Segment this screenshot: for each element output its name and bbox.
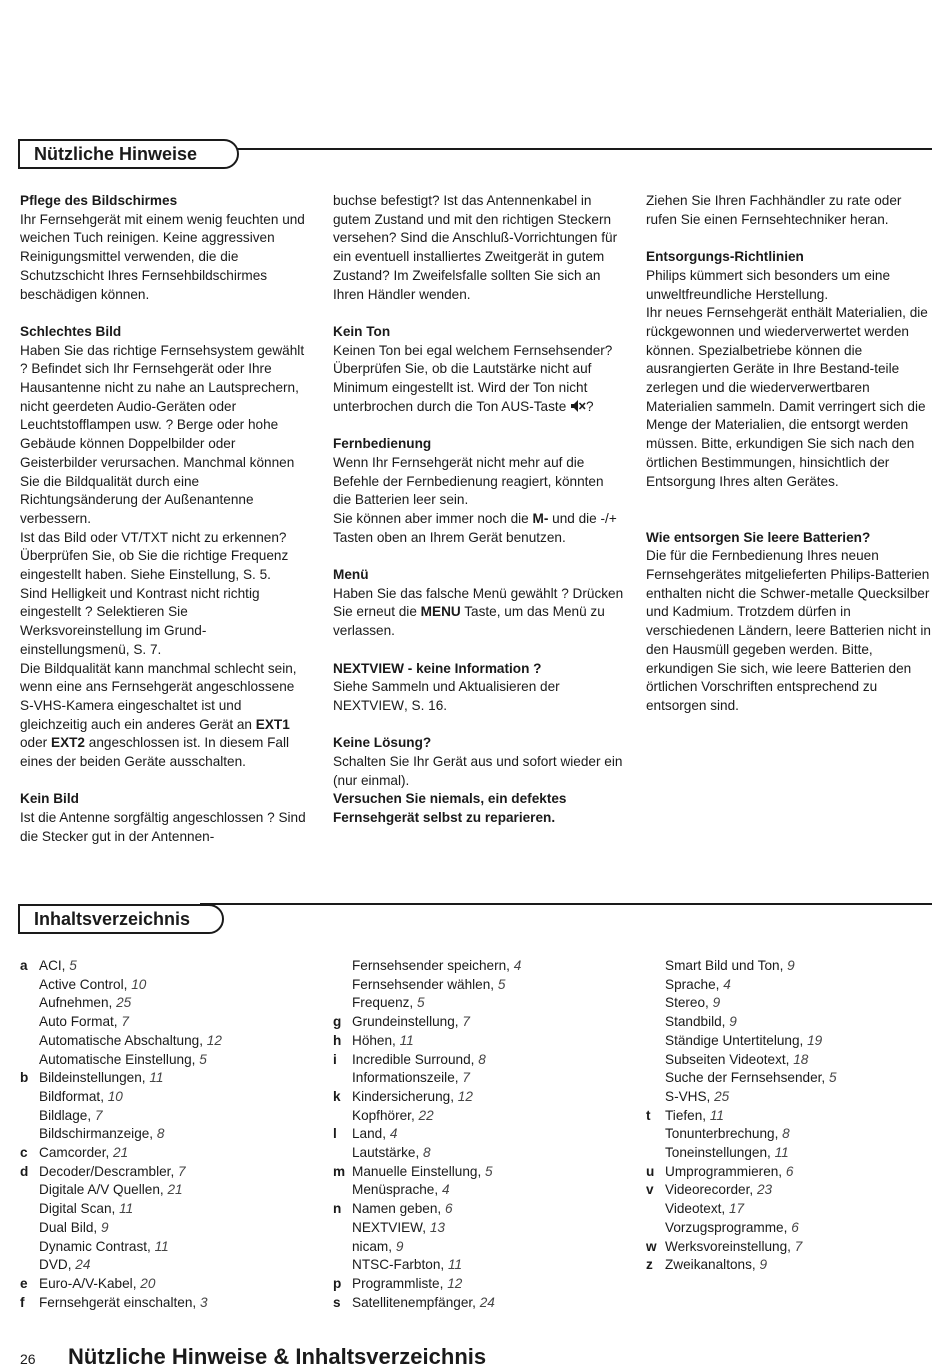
index-entry	[20, 1144, 320, 1163]
index-term: Namen geben,	[352, 1201, 442, 1217]
text-keine-loesung: Schalten Sie Ihr Gerät aus und sofort wieder ein (nur einmal).	[333, 754, 623, 788]
index-entry	[333, 1294, 633, 1313]
index-letter: u	[646, 1163, 655, 1179]
text-nextview-2: , S. 16.	[404, 697, 448, 713]
text-antenne-cont: buchse befestigt? Ist das Antennenkabel in gutem Zustand und mit den richtigen Steckern versehen? Sind die Anschluß-Vorrichtungen für ein eventuell installiertes Zweitgerät in gutem Zustand? Im Zweifelsfalle sollten Sie sich an Ihren Händler wenden.	[333, 193, 618, 302]
index-letter: s	[333, 1294, 341, 1310]
index-term: Suche der Fernsehsender,	[665, 1070, 826, 1086]
index-page-number: 9	[395, 1238, 404, 1254]
index-term: Kindersicherung,	[352, 1088, 455, 1104]
index-entry	[333, 1032, 633, 1051]
index-entry	[20, 1125, 320, 1144]
oder-word: oder	[20, 735, 48, 751]
index-term: Camcorder,	[39, 1145, 110, 1161]
index-letter: t	[646, 1107, 651, 1123]
section-rule-hints	[200, 148, 932, 150]
index-page-number: 7	[462, 1070, 470, 1086]
index-term: Bildeinstellungen,	[39, 1070, 146, 1086]
heading-nextview	[333, 660, 625, 679]
index-column-3	[646, 957, 936, 1275]
index-letter: k	[333, 1088, 341, 1104]
index-entry	[20, 1200, 320, 1219]
index-entry	[20, 1238, 320, 1257]
index-term: Standbild,	[665, 1014, 726, 1030]
index-entry	[646, 1088, 936, 1107]
index-term: Manuelle Einstellung,	[352, 1163, 482, 1179]
index-term: Automatische Abschaltung,	[39, 1032, 203, 1048]
index-entry	[333, 1088, 633, 1107]
index-term: Auto Format,	[39, 1014, 118, 1030]
index-letter: g	[333, 1014, 342, 1030]
index-page-number: 22	[418, 1107, 434, 1123]
heading-keine-loesung: Keine Lösung?	[333, 735, 432, 751]
index-page-number: 11	[119, 1201, 134, 1217]
index-entry	[333, 1200, 633, 1219]
ext2-label: EXT2	[51, 735, 85, 751]
text-schlechtes-bild-4a: Die Bildqualität kann manchmal schlecht sein, wenn eine ans Fernsehgerät angeschlossene S-VHS-Kamera eingeschaltet ist und gleichzeitig auch ein anderes Gerät an	[20, 660, 297, 732]
heading-fernbedienung: Fernbedienung	[333, 436, 432, 452]
index-entry	[646, 1181, 936, 1200]
index-term: Sprache,	[665, 976, 720, 992]
nextview-brand-2: NEXTVIEW	[333, 697, 404, 713]
text-fernbedienung-2b: und die -/+ Tasten oben an Ihrem Gerät benutzen.	[333, 510, 617, 545]
index-entry	[333, 1107, 633, 1126]
index-entry	[333, 1256, 633, 1275]
index-term: Werksvoreinstellung,	[665, 1238, 791, 1254]
index-page-number: 6	[785, 1163, 794, 1179]
index-letter: m	[333, 1163, 346, 1179]
index-term: nicam,	[352, 1238, 393, 1254]
index-page-number: 8	[478, 1051, 486, 1067]
index-term: DVD,	[39, 1257, 72, 1273]
index-page-number: 13	[429, 1219, 445, 1235]
index-letter: f	[20, 1294, 25, 1310]
index-entry	[20, 1181, 320, 1200]
text-entsorgung-2: Ihr neues Fernsehgerät enthält Materialien, die rückgewonnen und wiederverwertet werden können. Spezialbetriebe können die ausrangierten Geräte in Ihre Bestand-teile zerlegen und die wiederverwertbaren Materialien sammeln. Damit verringert sich die Menge der Materialien, die entsorgt werden müssen. Bitte, erkundigen Sie sich nach den örtlichen Bestimmungen, hinsichtlich der Entsorgung Ihres alten Gerätes.	[646, 305, 928, 489]
mute-icon	[570, 399, 586, 413]
heading-kein-bild: Kein Bild	[20, 791, 79, 807]
index-entry	[333, 1238, 633, 1257]
index-term: Active Control,	[39, 976, 128, 992]
index-term: Menüsprache,	[352, 1182, 439, 1198]
heading-menu: Menü	[333, 567, 369, 583]
index-term: Tonunterbrechung,	[665, 1126, 779, 1142]
index-entry	[333, 1051, 633, 1070]
text-nextview	[333, 678, 625, 715]
index-column-1	[20, 957, 320, 1312]
index-page-number: 10	[131, 976, 147, 992]
index-term: Videotext,	[665, 1201, 726, 1217]
index-entry	[646, 1200, 936, 1219]
hints-column-2	[333, 192, 625, 828]
index-entry	[20, 1256, 320, 1275]
menu-key-label: MENU	[420, 604, 461, 620]
index-entry	[20, 1088, 320, 1107]
index-term: Decoder/Descrambler,	[39, 1163, 175, 1179]
index-page-number: 19	[807, 1032, 823, 1048]
index-entry	[646, 1125, 936, 1144]
hints-column-3	[646, 192, 936, 716]
nextview-heading-rest: - keine Information ?	[404, 660, 542, 676]
index-entry	[646, 1163, 936, 1182]
heading-schlechtes-bild: Schlechtes Bild	[20, 323, 122, 339]
index-term: Bildlage,	[39, 1107, 92, 1123]
index-page-number: 24	[75, 1257, 91, 1273]
text-fernbedienung-2a: Sie können aber immer noch die	[333, 510, 529, 526]
index-page-number: 7	[121, 1014, 129, 1030]
index-entry	[333, 1125, 633, 1144]
index-page-number: 10	[107, 1088, 123, 1104]
index-entry	[20, 1107, 320, 1126]
index-page-number: 7	[178, 1163, 186, 1179]
index-entry	[20, 1294, 320, 1313]
index-entry	[20, 1275, 320, 1294]
index-letter: v	[646, 1182, 654, 1198]
index-entry	[20, 1163, 320, 1182]
text-fachhaendler: Ziehen Sie Ihren Fachhändler zu rate oder rufen Sie einen Fernsehtechniker heran.	[646, 193, 902, 227]
text-kein-bild: Ist die Antenne sorgfältig angeschlossen ? Sind die Stecker gut in der Antennen-	[20, 810, 306, 844]
index-page-number: 9	[100, 1219, 109, 1235]
index-page-number: 4	[723, 976, 731, 992]
text-schlechtes-bild-2: Ist das Bild oder VT/TXT nicht zu erkennen? Überprüfen Sie, ob Sie die richtige Frequenz eingestellt haben. Siehe Einstellung, S. 5.	[20, 529, 289, 583]
text-schlechtes-bild-4	[20, 660, 310, 772]
index-entry	[20, 957, 320, 976]
index-entry	[646, 1256, 936, 1275]
index-term: Satellitenempfänger,	[352, 1294, 476, 1310]
index-page-number: 4	[389, 1126, 398, 1142]
index-entry	[646, 1107, 936, 1126]
index-entry	[333, 1163, 633, 1182]
text-kein-ton	[333, 342, 625, 417]
index-entry	[333, 1144, 633, 1163]
index-page-number: 5	[417, 995, 425, 1011]
index-term: Zweikanaltons,	[665, 1257, 756, 1273]
index-page-number: 7	[462, 1014, 470, 1030]
index-letter: w	[646, 1238, 657, 1254]
nextview-brand: NEXTVIEW	[333, 660, 404, 676]
index-page-number: 11	[149, 1070, 164, 1086]
index-page-number: 9	[729, 1014, 737, 1030]
index-entry	[333, 1069, 633, 1088]
text-entsorgung-1: Philips kümmert sich besonders um eine unweltfreundliche Herstellung.	[646, 267, 891, 302]
index-term: Tiefen,	[665, 1107, 707, 1123]
index-page-number: 17	[729, 1201, 745, 1217]
index-term: Vorzugsprogramme,	[665, 1219, 788, 1235]
index-letter: h	[333, 1032, 342, 1048]
index-entry	[333, 994, 633, 1013]
index-term: Höhen,	[352, 1032, 396, 1048]
index-term: Euro-A/V-Kabel,	[39, 1275, 137, 1291]
index-letter: p	[333, 1275, 342, 1291]
index-entry	[333, 1219, 633, 1238]
index-entry	[646, 1238, 936, 1257]
index-entry	[20, 994, 320, 1013]
heading-entsorgung: Entsorgungs-Richtlinien	[646, 249, 804, 265]
index-entry	[646, 994, 936, 1013]
index-page-number: 11	[709, 1107, 724, 1123]
index-term: Toneinstellungen,	[665, 1145, 771, 1161]
index-page-number: 8	[423, 1145, 431, 1161]
index-letter: b	[20, 1070, 29, 1086]
index-page-number: 12	[457, 1088, 473, 1104]
index-page-number: 3	[199, 1294, 208, 1310]
index-page-number: 12	[447, 1275, 463, 1291]
heading-pflege: Pflege des Bildschirmes	[20, 193, 178, 208]
index-page-number: 11	[399, 1032, 414, 1048]
index-entry	[646, 1219, 936, 1238]
index-page-number: 9	[712, 995, 721, 1011]
index-term: Incredible Surround,	[352, 1051, 475, 1067]
index-term: Automatische Einstellung,	[39, 1051, 196, 1067]
index-entry	[646, 1144, 936, 1163]
index-entry	[20, 1051, 320, 1070]
index-term: Lautstärke,	[352, 1145, 420, 1161]
index-column-2	[333, 957, 633, 1312]
index-term: Bildformat,	[39, 1088, 104, 1104]
index-page-number: 6	[791, 1219, 799, 1235]
index-entry	[20, 1219, 320, 1238]
text-kein-ton-q: ?	[586, 398, 594, 414]
page-number: 26	[20, 1351, 36, 1367]
index-term: Videorecorder,	[665, 1182, 754, 1198]
index-entry	[646, 976, 936, 995]
section-rule-index	[200, 903, 932, 905]
index-term: Digitale A/V Quellen,	[39, 1182, 164, 1198]
warning-text: Versuchen Sie niemals, ein defektes Fernsehgerät selbst zu reparieren.	[333, 791, 567, 826]
index-term: Land,	[352, 1126, 387, 1142]
index-term: ACI,	[39, 958, 66, 973]
text-menu-1: Haben Sie das falsche Menü gewählt ? Drücken Sie erneut die	[333, 585, 624, 620]
heading-batterien: Wie entsorgen Sie leere Batterien?	[646, 529, 871, 545]
index-page-number: 8	[156, 1126, 165, 1142]
index-page-number: 9	[787, 958, 795, 973]
index-entry	[646, 1032, 936, 1051]
text-nextview-1: Siehe Sammeln und Aktualisieren der	[333, 679, 560, 695]
index-page-number: 12	[206, 1032, 222, 1048]
text-fernbedienung-1: Wenn Ihr Fernsehgerät nicht mehr auf die Befehle der Fernbedienung reagiert, könnten die Batterien leer sein.	[333, 454, 604, 508]
section-title-index: Inhaltsverzeichnis	[18, 904, 224, 934]
index-term: Aufnehmen,	[39, 995, 113, 1011]
index-letter: z	[646, 1257, 653, 1273]
index-page-number: 8	[782, 1126, 790, 1142]
index-entry	[646, 957, 936, 976]
index-term: Ständige Untertitelung,	[665, 1032, 804, 1048]
text-menu	[333, 585, 625, 641]
index-term: Digital Scan,	[39, 1201, 116, 1217]
index-term: Smart Bild und Ton,	[665, 958, 784, 973]
index-page-number: 9	[759, 1257, 768, 1273]
index-term: Fernsehsender speichern,	[352, 958, 510, 973]
index-entry	[20, 1013, 320, 1032]
index-term: Programmliste,	[352, 1275, 444, 1291]
index-page-number: 6	[444, 1201, 453, 1217]
text-batterien: Die für die Fernbedienung Ihres neuen Fernsehgerätes mitgelieferten Philips-Batterien enthalten nicht die Schwer-metalle Quecksilber und Kadmium. Trotzdem dürfen in verschiedenen Ländern, leere Batterien nicht in den Hausmüll gegeben werden. Bitte, erkundigen Sie sich, wie leere Batterien den örtlichen Vorschriften entsprechend zu entsorgen sind.	[646, 548, 931, 713]
text-schlechtes-bild-1: Haben Sie das richtige Fernsehsystem gewählt ? Befindet sich Ihr Fernsehgerät oder Ihre Hausantenne nicht zu nahe an Lautsprechern, nicht geerdeten Audio-Geräten oder Leuchtstofflampen usw. ? Berge oder hohe Gebäude können Doppelbilder oder Geisterbilder verursachen. Manchmal können Sie die Bildqualität durch eine Richtungsänderung der Außenantenne verbessern.	[20, 342, 305, 526]
index-term: Dual Bild,	[39, 1219, 98, 1235]
index-term: Fernsehgerät einschalten,	[39, 1294, 197, 1310]
index-letter: i	[333, 1051, 337, 1067]
text-fernbedienung-2	[333, 510, 625, 547]
index-page-number: 20	[140, 1275, 156, 1291]
index-term: Umprogrammieren,	[665, 1163, 783, 1179]
index-page-number: 5	[199, 1051, 207, 1067]
index-entry	[646, 1051, 936, 1070]
index-entry	[333, 1181, 633, 1200]
text-menu-2: Taste, um das Menü zu verlassen.	[333, 604, 605, 639]
text-pflege: Ihr Fernsehgerät mit einem wenig feuchten und weichen Tuch reinigen. Keine aggressiven Reinigungsmittel verwenden, die die Schutzschicht Ihres Fernsehbildschirmes beschädigen können.	[20, 211, 305, 302]
text-schlechtes-bild-3: Sind Helligkeit und Kontrast nicht richtig eingestellt ? Selektieren Sie Werksvoreinstellung im Grund-einstellungsmenü, S. 7.	[20, 585, 260, 657]
index-letter: l	[333, 1126, 337, 1142]
index-page-number: 5	[485, 1163, 493, 1179]
index-term: Kopfhörer,	[352, 1107, 415, 1123]
index-page-number: 4	[513, 958, 522, 973]
m-key-label: M-	[532, 510, 549, 526]
text-kein-ton-body: Keinen Ton bei egal welchem Fernsehsender? Überprüfen Sie, ob die Lautstärke nicht auf Minimum eingestellt ist. Wird der Ton nicht unterbrochen durch die Ton AUS-Taste	[333, 342, 613, 414]
index-term: NEXTVIEW,	[352, 1219, 427, 1235]
index-letter: a	[20, 958, 28, 973]
index-page-number: 18	[793, 1051, 809, 1067]
index-page-number: 7	[794, 1238, 803, 1254]
index-page-number: 11	[447, 1257, 463, 1273]
text-schlechtes-bild-4b: angeschlossen ist. In diesem Fall eines der beiden Geräte ausschalten.	[20, 735, 290, 770]
index-page-number: 25	[714, 1088, 730, 1104]
index-entry	[333, 957, 633, 976]
index-page-number: 5	[829, 1070, 837, 1086]
heading-kein-ton: Kein Ton	[333, 323, 391, 339]
index-page-number: 21	[113, 1145, 129, 1161]
index-term: S-VHS,	[665, 1088, 711, 1104]
index-page-number: 21	[167, 1182, 183, 1198]
index-term: Bildschirmanzeige,	[39, 1126, 154, 1142]
index-term: Grundeinstellung,	[352, 1014, 459, 1030]
index-entry	[333, 1013, 633, 1032]
index-term: Dynamic Contrast,	[39, 1238, 151, 1254]
index-entry	[20, 1069, 320, 1088]
index-page-number: 11	[154, 1238, 169, 1254]
index-page-number: 11	[774, 1145, 789, 1161]
index-letter: e	[20, 1275, 28, 1291]
index-entry	[333, 1275, 633, 1294]
index-page-number: 23	[756, 1182, 773, 1198]
index-letter: n	[333, 1201, 342, 1217]
index-letter: d	[20, 1163, 29, 1179]
index-entry	[20, 976, 320, 995]
index-entry	[333, 976, 633, 995]
index-page-number: 7	[94, 1107, 103, 1123]
index-entry	[646, 1069, 936, 1088]
index-term: Fernsehsender wählen,	[352, 976, 495, 992]
footer-title: Nützliche Hinweise & Inhaltsverzeichnis	[68, 1344, 487, 1369]
index-entry	[20, 1032, 320, 1051]
index-page-number: 24	[479, 1294, 495, 1310]
ext1-label: EXT1	[255, 716, 290, 732]
index-page-number: 4	[441, 1182, 450, 1198]
index-term: Informationszeile,	[352, 1070, 459, 1086]
index-term: Subseiten Videotext,	[665, 1051, 790, 1067]
index-term: Stereo,	[665, 995, 709, 1011]
index-page-number: 5	[497, 976, 506, 992]
index-page-number: 5	[69, 958, 77, 973]
index-term: NTSC-Farbton,	[352, 1257, 445, 1273]
hints-column-1	[20, 192, 310, 847]
index-letter: c	[20, 1145, 28, 1161]
index-term: Frequenz,	[352, 995, 414, 1011]
index-entry	[646, 1013, 936, 1032]
section-title-hints: Nützliche Hinweise	[18, 139, 239, 169]
index-page-number: 25	[116, 995, 132, 1011]
